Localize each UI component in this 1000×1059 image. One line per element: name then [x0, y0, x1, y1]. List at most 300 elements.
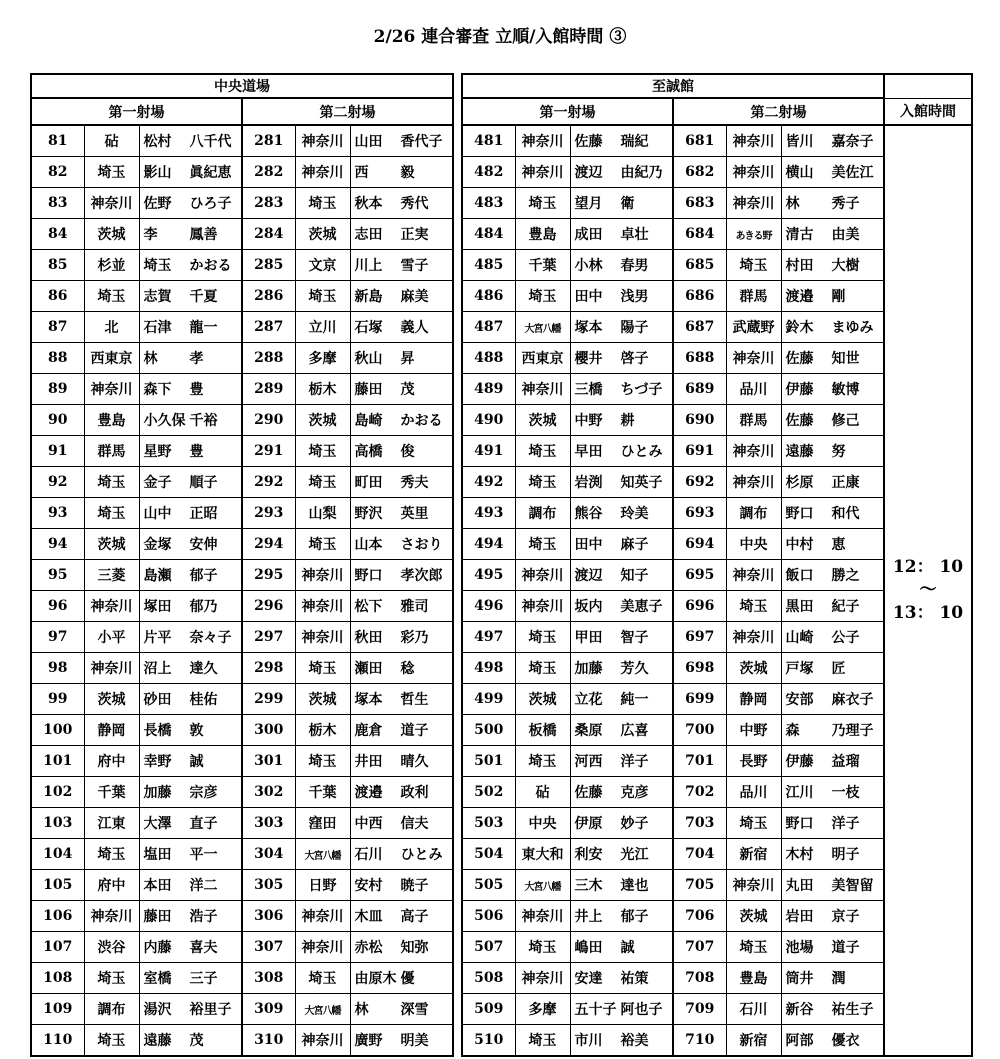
first-name: 香代子 [400, 134, 443, 150]
person-name [350, 591, 453, 622]
area-header: 第一射場 [462, 98, 673, 125]
entry-number: 302 [242, 777, 295, 808]
table-row [31, 219, 453, 250]
club-name: 茨城 [515, 684, 570, 715]
club-name: 神奈川 [84, 188, 139, 219]
entry-number: 290 [242, 405, 295, 436]
first-name: ひとみ [620, 444, 663, 460]
first-name: 妙子 [620, 816, 649, 832]
first-name: 暁子 [400, 878, 429, 894]
table-row [31, 932, 453, 963]
person-name [139, 560, 242, 591]
club-name: 神奈川 [84, 374, 139, 405]
entry-number: 500 [462, 715, 515, 746]
entry-number: 694 [673, 529, 726, 560]
last-name: 石津 [143, 320, 172, 336]
last-name: 江川 [785, 785, 814, 801]
last-name: 安達 [574, 971, 603, 987]
person-name [570, 405, 673, 436]
person-name [350, 622, 453, 653]
entry-number: 306 [242, 901, 295, 932]
last-name: 飯口 [785, 568, 814, 584]
table-row [31, 653, 453, 684]
last-name: 塩田 [143, 847, 172, 863]
first-name: 直子 [189, 816, 218, 832]
table-row [31, 312, 453, 343]
entry-number: 291 [242, 436, 295, 467]
table-row [31, 1025, 453, 1057]
last-name: 井田 [354, 754, 383, 770]
last-name: 金子 [143, 475, 172, 491]
club-name: 新宿 [726, 839, 781, 870]
last-name: 森 [785, 723, 800, 739]
person-name [139, 839, 242, 870]
last-name: 片平 [143, 630, 172, 646]
person-name [350, 405, 453, 436]
last-name: 野沢 [354, 506, 383, 522]
last-name: 渡辺 [574, 165, 603, 181]
club-name: 神奈川 [726, 467, 781, 498]
first-name: 春男 [620, 258, 649, 274]
club-name: 埼玉 [515, 1025, 570, 1057]
last-name: 清古 [785, 227, 814, 243]
first-name: 修己 [831, 413, 860, 429]
person-name [350, 870, 453, 901]
entry-number: 100 [31, 715, 84, 746]
person-name [570, 591, 673, 622]
first-name: 麻子 [620, 537, 649, 553]
last-name: 中村 [785, 537, 814, 553]
table-row [31, 963, 453, 994]
club-name: 砧 [84, 125, 139, 157]
entry-number: 690 [673, 405, 726, 436]
first-name: 由紀乃 [620, 165, 663, 181]
person-name [781, 591, 884, 622]
club-name: 江東 [84, 808, 139, 839]
person-name [350, 653, 453, 684]
last-name: 藤田 [354, 382, 383, 398]
person-name [781, 963, 884, 994]
club-name: 神奈川 [295, 591, 350, 622]
person-name [570, 963, 673, 994]
first-name: 知世 [831, 351, 860, 367]
entry-number: 284 [242, 219, 295, 250]
person-name [570, 777, 673, 808]
entry-number: 701 [673, 746, 726, 777]
entry-number: 87 [31, 312, 84, 343]
table-row [31, 188, 453, 219]
last-name: 新谷 [785, 1002, 814, 1018]
last-name: 村田 [785, 258, 814, 274]
last-name: 川上 [354, 258, 383, 274]
last-name: 幸野 [143, 754, 172, 770]
table-row [31, 808, 453, 839]
person-name [139, 343, 242, 374]
first-name: 大樹 [831, 258, 860, 274]
entry-number: 492 [462, 467, 515, 498]
last-name: 影山 [143, 165, 172, 181]
first-name: 知子 [620, 568, 649, 584]
last-name: 伊藤 [785, 754, 814, 770]
entry-number: 85 [31, 250, 84, 281]
person-name [781, 901, 884, 932]
last-name: 阿部 [785, 1033, 814, 1049]
club-name: 茨城 [726, 653, 781, 684]
club-name: 神奈川 [295, 157, 350, 188]
club-name: 神奈川 [726, 870, 781, 901]
first-name: 知弥 [400, 940, 429, 956]
club-name: 大宮八幡 [295, 994, 350, 1025]
entry-number: 681 [673, 125, 726, 157]
last-name: 佐藤 [785, 413, 814, 429]
entry-number: 496 [462, 591, 515, 622]
page-title: 2/26 連合審査 立順/入館時間 ③ [373, 27, 627, 47]
club-name: 神奈川 [515, 157, 570, 188]
person-name [350, 1025, 453, 1057]
first-name: 恵 [831, 537, 846, 553]
club-name: 多摩 [515, 994, 570, 1025]
person-name [139, 870, 242, 901]
club-name: 埼玉 [515, 436, 570, 467]
person-name [350, 157, 453, 188]
first-name: 信夫 [400, 816, 429, 832]
entry-number: 485 [462, 250, 515, 281]
entry-number: 91 [31, 436, 84, 467]
first-name: 阿也子 [620, 1002, 663, 1018]
last-name: 池場 [785, 940, 814, 956]
last-name: 嶋田 [574, 940, 603, 956]
last-name: 石塚 [354, 320, 383, 336]
club-name: 埼玉 [295, 653, 350, 684]
first-name: 達久 [189, 661, 218, 677]
person-name [139, 467, 242, 498]
entry-number: 508 [462, 963, 515, 994]
last-name: 石川 [354, 847, 383, 863]
table-row [31, 901, 453, 932]
club-name: 西東京 [84, 343, 139, 374]
first-name: 正昭 [189, 506, 218, 522]
entry-number: 498 [462, 653, 515, 684]
first-name: 広喜 [620, 723, 649, 739]
last-name: 金塚 [143, 537, 172, 553]
entry-number: 105 [31, 870, 84, 901]
entry-number: 110 [31, 1025, 84, 1057]
last-name: 渡邉 [354, 785, 383, 801]
entry-time-separator: 〜 [919, 580, 937, 600]
first-name: 洋子 [831, 816, 860, 832]
entry-number: 682 [673, 157, 726, 188]
last-name: 成田 [574, 227, 603, 243]
entry-number: 697 [673, 622, 726, 653]
first-name: 益瑠 [831, 754, 860, 770]
first-name: 知英子 [620, 475, 663, 491]
club-name: 群馬 [84, 436, 139, 467]
last-name: 島崎 [354, 413, 383, 429]
person-name [350, 963, 453, 994]
first-name: まゆみ [831, 320, 874, 336]
first-name: 紀子 [831, 599, 860, 615]
first-name: 裕美 [620, 1033, 649, 1049]
club-name: 埼玉 [726, 250, 781, 281]
last-name: 河西 [574, 754, 603, 770]
last-name: 田中 [574, 537, 603, 553]
entry-number: 294 [242, 529, 295, 560]
table-row [31, 281, 453, 312]
entry-number: 698 [673, 653, 726, 684]
club-name: 神奈川 [726, 157, 781, 188]
club-name: 埼玉 [726, 591, 781, 622]
entry-number: 494 [462, 529, 515, 560]
entry-number: 295 [242, 560, 295, 591]
club-name: 日野 [295, 870, 350, 901]
first-name: 京子 [831, 909, 860, 925]
club-name: 千葉 [515, 250, 570, 281]
person-name [570, 498, 673, 529]
person-name [139, 157, 242, 188]
first-name: 耕 [620, 413, 635, 429]
club-name: 茨城 [84, 529, 139, 560]
entry-number: 506 [462, 901, 515, 932]
venue-table-shiseikan [461, 73, 973, 1057]
person-name [139, 994, 242, 1025]
club-name: 渋谷 [84, 932, 139, 963]
last-name: 立花 [574, 692, 603, 708]
club-name: 三菱 [84, 560, 139, 591]
last-name: 野口 [354, 568, 383, 584]
first-name: かおる [189, 258, 232, 274]
time-header: 入館時間 [884, 98, 972, 125]
person-name [139, 436, 242, 467]
entry-number: 687 [673, 312, 726, 343]
last-name: 渡邉 [785, 289, 814, 305]
first-name: 努 [831, 444, 846, 460]
club-name: 板橋 [515, 715, 570, 746]
last-name: 秋本 [354, 196, 383, 212]
last-name: 田中 [574, 289, 603, 305]
entry-number: 86 [31, 281, 84, 312]
person-name [570, 436, 673, 467]
first-name: 祐策 [620, 971, 649, 987]
person-name [139, 498, 242, 529]
first-name: 毅 [400, 165, 415, 181]
last-name: 山崎 [785, 630, 814, 646]
club-name: 埼玉 [295, 746, 350, 777]
last-name: 塚田 [143, 599, 172, 615]
first-name: 平一 [189, 847, 218, 863]
first-name: 敦 [189, 723, 204, 739]
person-name [781, 746, 884, 777]
club-name: 北 [84, 312, 139, 343]
first-name: 洋二 [189, 878, 218, 894]
last-name: 塚本 [354, 692, 383, 708]
club-name: 埼玉 [295, 467, 350, 498]
club-name: 砧 [515, 777, 570, 808]
club-name: 神奈川 [726, 560, 781, 591]
person-name [350, 250, 453, 281]
first-name: 高子 [400, 909, 429, 925]
entry-number: 299 [242, 684, 295, 715]
first-name: 龍一 [189, 320, 218, 336]
entry-number: 307 [242, 932, 295, 963]
entry-number: 310 [242, 1025, 295, 1057]
last-name: 佐藤 [574, 785, 603, 801]
person-name [139, 653, 242, 684]
club-name: 埼玉 [84, 839, 139, 870]
last-name: 沼上 [143, 661, 172, 677]
last-name: 内藤 [143, 940, 172, 956]
last-name: 遠藤 [785, 444, 814, 460]
last-name: 安部 [785, 692, 814, 708]
person-name [781, 219, 884, 250]
person-name [570, 343, 673, 374]
first-name: 陽子 [620, 320, 649, 336]
entry-number: 289 [242, 374, 295, 405]
entry-number: 502 [462, 777, 515, 808]
club-name: 武蔵野 [726, 312, 781, 343]
entry-time-start: 12： 10 [892, 557, 964, 577]
entry-number: 282 [242, 157, 295, 188]
first-name: 一枝 [831, 785, 860, 801]
person-name [570, 684, 673, 715]
table-row [31, 715, 453, 746]
entry-number: 300 [242, 715, 295, 746]
person-name [570, 560, 673, 591]
first-name: 衛 [620, 196, 635, 212]
last-name: 野口 [785, 506, 814, 522]
last-name: 佐野 [143, 196, 172, 212]
person-name [350, 281, 453, 312]
person-name [350, 746, 453, 777]
entry-number: 481 [462, 125, 515, 157]
entry-number: 96 [31, 591, 84, 622]
entry-number: 693 [673, 498, 726, 529]
entry-number: 103 [31, 808, 84, 839]
club-name: 多摩 [295, 343, 350, 374]
last-name: 三木 [574, 878, 603, 894]
last-name: 杉原 [785, 475, 814, 491]
entry-number: 287 [242, 312, 295, 343]
first-name: 千裕 [189, 413, 218, 429]
club-name: 神奈川 [295, 125, 350, 157]
entry-number: 685 [673, 250, 726, 281]
first-name: 乃理子 [831, 723, 874, 739]
club-name: 茨城 [295, 684, 350, 715]
first-name: 宗彦 [189, 785, 218, 801]
last-name: 砂田 [143, 692, 172, 708]
entry-number: 101 [31, 746, 84, 777]
club-name: 埼玉 [295, 188, 350, 219]
person-name [350, 125, 453, 157]
last-name: 森下 [143, 382, 172, 398]
person-name [350, 436, 453, 467]
first-name: 純一 [620, 692, 649, 708]
entry-number: 692 [673, 467, 726, 498]
person-name [570, 529, 673, 560]
person-name [781, 622, 884, 653]
area-header: 第一射場 [31, 98, 242, 125]
last-name: 市川 [574, 1033, 603, 1049]
entry-number: 483 [462, 188, 515, 219]
first-name: 雪子 [400, 258, 429, 274]
club-name: 埼玉 [515, 622, 570, 653]
table-row [31, 622, 453, 653]
entry-number: 509 [462, 994, 515, 1025]
entry-number: 499 [462, 684, 515, 715]
club-name: 埼玉 [515, 281, 570, 312]
venue-header: 中央道場 [31, 74, 453, 98]
entry-number: 699 [673, 684, 726, 715]
first-name: 郁子 [189, 568, 218, 584]
last-name: 佐藤 [574, 134, 603, 150]
entry-number: 688 [673, 343, 726, 374]
person-name [781, 653, 884, 684]
entry-number: 486 [462, 281, 515, 312]
club-name: 埼玉 [515, 467, 570, 498]
first-name: 麻衣子 [831, 692, 874, 708]
first-name: 俊 [400, 444, 415, 460]
person-name [781, 374, 884, 405]
venue-header: 至誠館 [462, 74, 884, 98]
first-name: 豊 [189, 444, 204, 460]
person-name [139, 405, 242, 436]
club-name: 埼玉 [295, 529, 350, 560]
first-name: 安伸 [189, 537, 218, 553]
last-name: 秋田 [354, 630, 383, 646]
club-name: 埼玉 [84, 963, 139, 994]
club-name: 山梨 [295, 498, 350, 529]
entry-number: 507 [462, 932, 515, 963]
club-name: 石川 [726, 994, 781, 1025]
first-name: 誠 [189, 754, 204, 770]
person-name [781, 560, 884, 591]
club-name: 神奈川 [515, 963, 570, 994]
club-name: 神奈川 [726, 188, 781, 219]
first-name: 道子 [831, 940, 860, 956]
first-name: 洋子 [620, 754, 649, 770]
person-name [570, 250, 673, 281]
last-name: 利安 [574, 847, 603, 863]
entry-number: 298 [242, 653, 295, 684]
first-name: 三子 [189, 971, 218, 987]
last-name: 林 [785, 196, 800, 212]
table-row [31, 157, 453, 188]
last-name: 藤田 [143, 909, 172, 925]
club-name: 立川 [295, 312, 350, 343]
club-name: 豊島 [726, 963, 781, 994]
first-name: 茂 [400, 382, 415, 398]
club-name: 神奈川 [84, 591, 139, 622]
person-name [781, 808, 884, 839]
person-name [139, 374, 242, 405]
first-name: 敏博 [831, 382, 860, 398]
person-name [781, 715, 884, 746]
club-name: 茨城 [295, 405, 350, 436]
last-name: 佐藤 [785, 351, 814, 367]
person-name [350, 498, 453, 529]
club-name: 神奈川 [295, 901, 350, 932]
first-name: 祐生子 [831, 1002, 874, 1018]
club-name: 神奈川 [295, 622, 350, 653]
entry-number: 696 [673, 591, 726, 622]
person-name [139, 250, 242, 281]
first-name: 豊 [189, 382, 204, 398]
club-name: 神奈川 [726, 125, 781, 157]
entry-number: 489 [462, 374, 515, 405]
person-name [139, 746, 242, 777]
first-name: 正康 [831, 475, 860, 491]
person-name [350, 777, 453, 808]
entry-number: 686 [673, 281, 726, 312]
